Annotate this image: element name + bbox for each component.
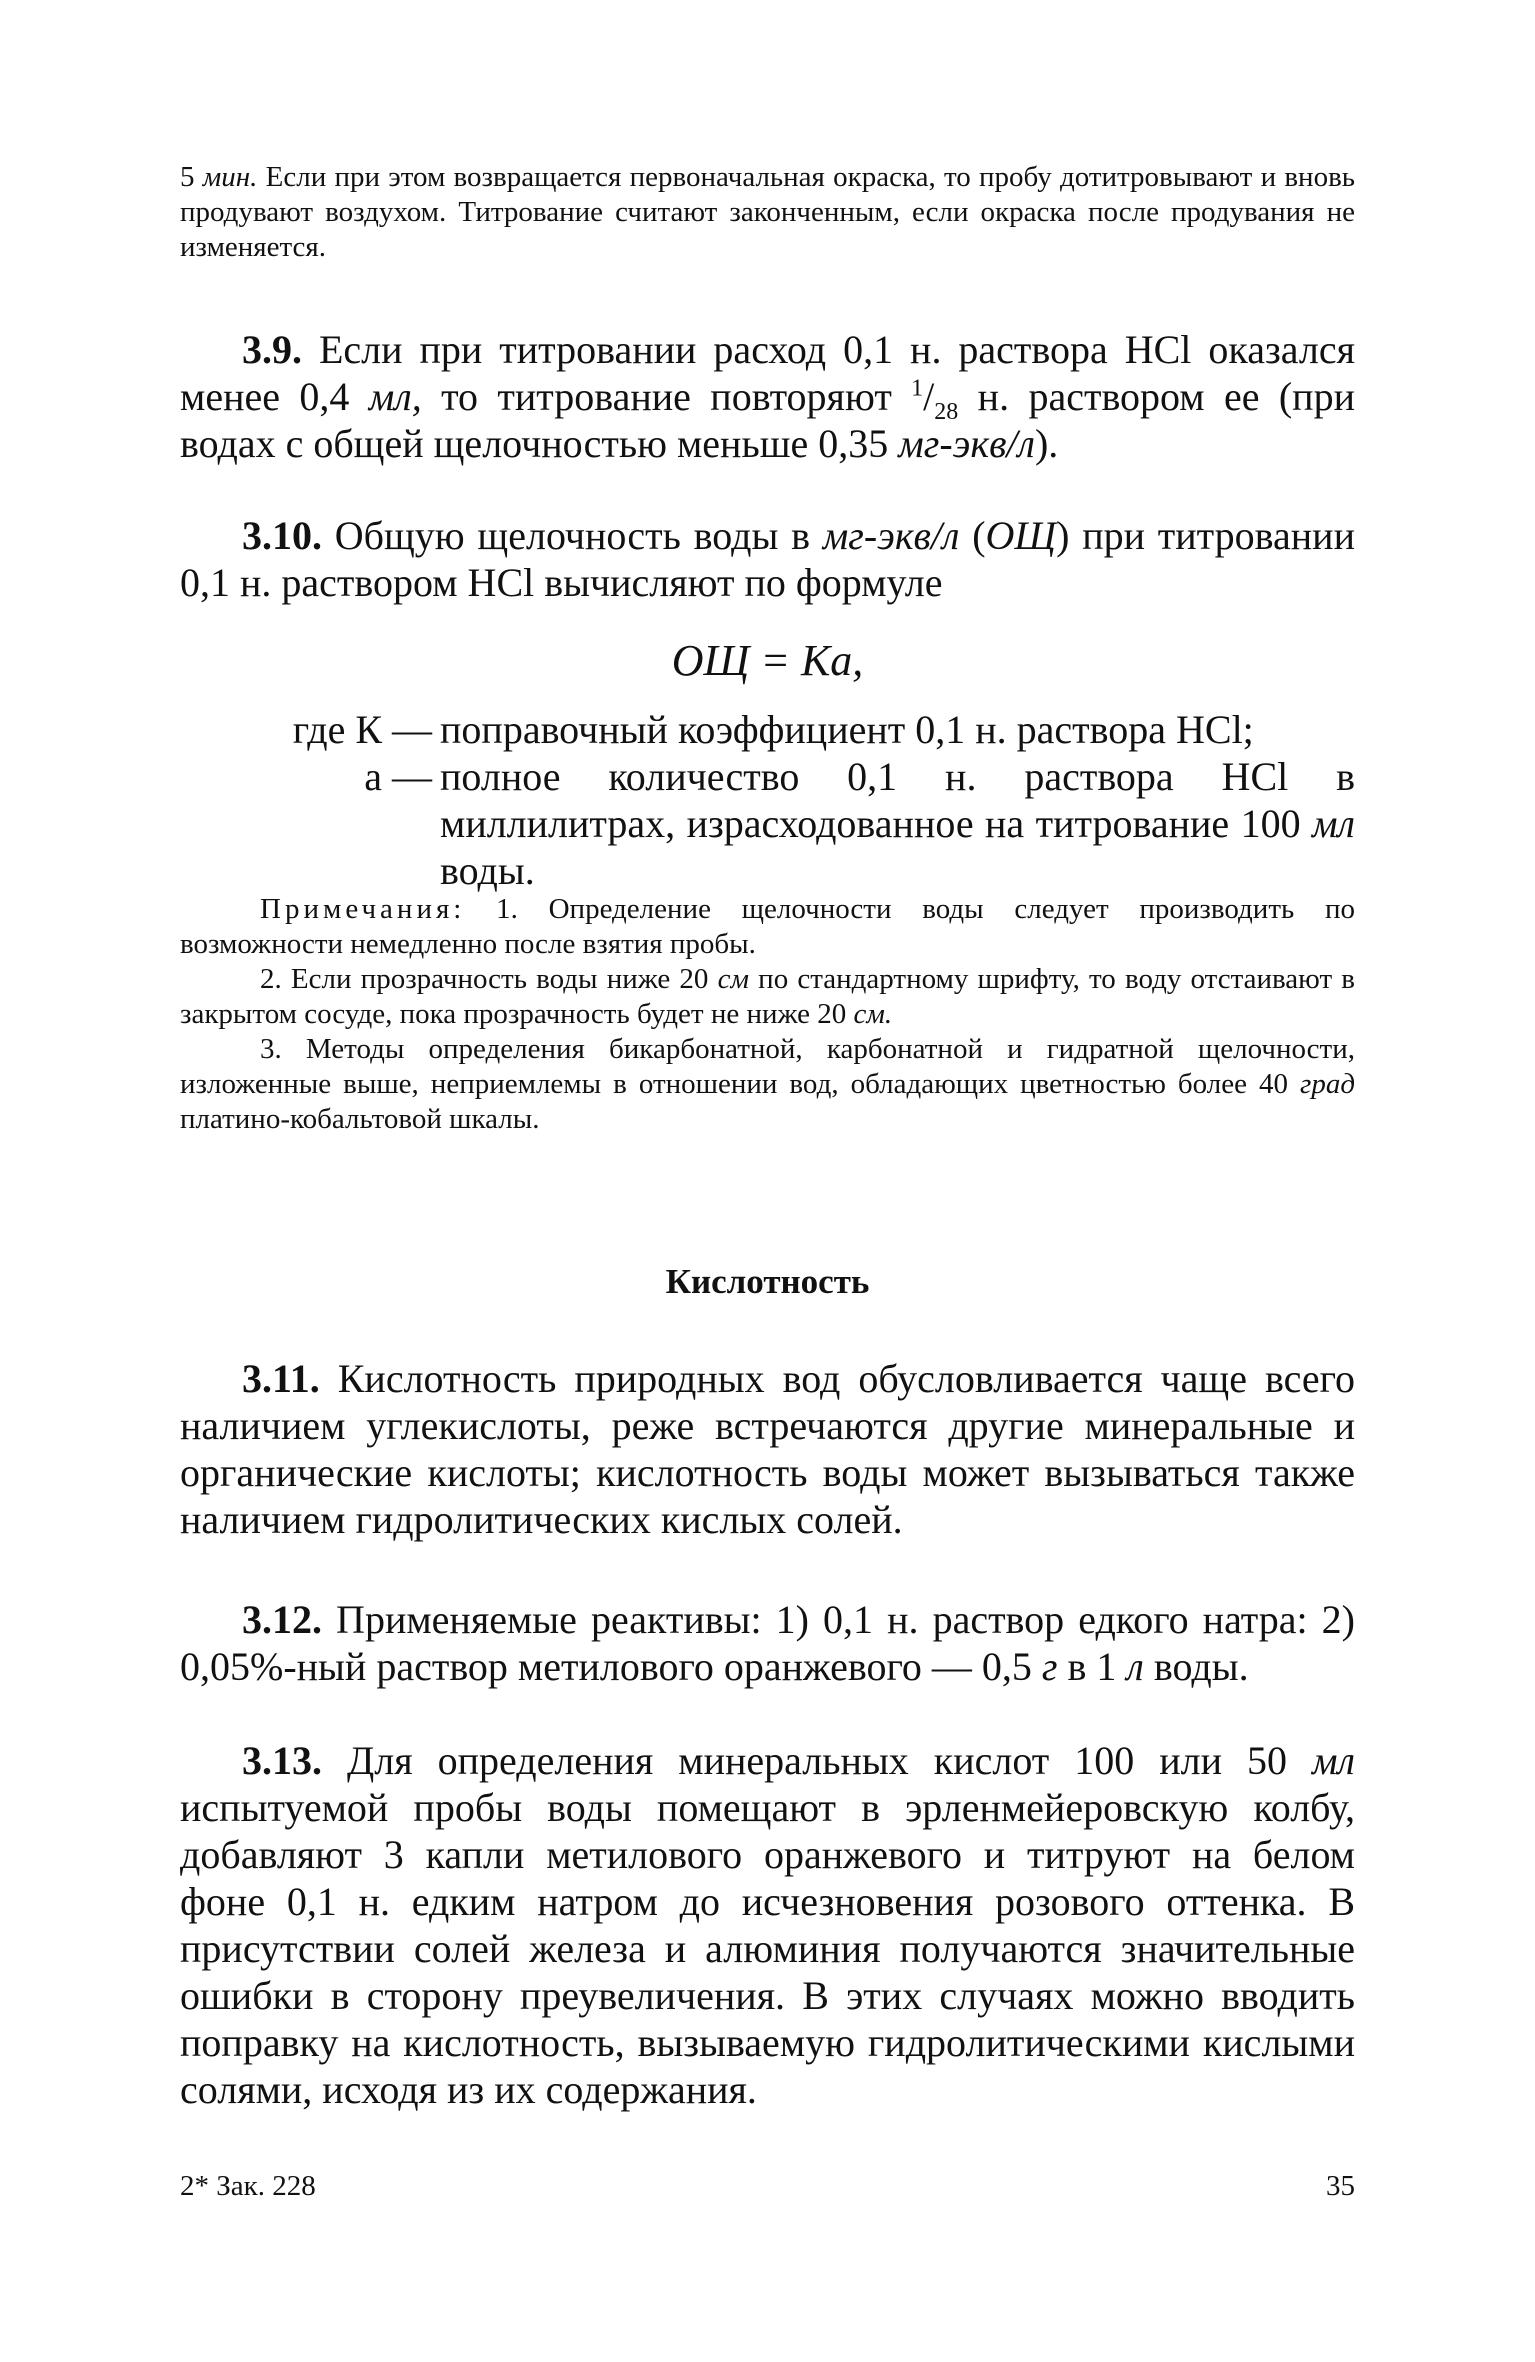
paragraph-text: испытуемой пробы воды помещают в эрленмейеровскую колбу, добавляют 3 капли метилового оранжевого и титруют на белом фоне 0,1 н. едким натром до исчезновения розового оттенка. В присутствии солей железа и алюминия получаются значительные ошибки в сторону преувеличения. В этих случаях можно вводить поправку на кислотность, вызываемую гидролитическими кислыми солями, исходя из их содержания. xyxy=(180,1785,1355,2112)
unit-cm: см. xyxy=(853,998,893,1030)
definition-a xyxy=(180,753,1355,894)
paragraph-3-10 xyxy=(180,512,1355,606)
unit-mg-eq-per-l: мг-экв/л xyxy=(822,513,960,558)
paragraph-text: то титрование повторяют xyxy=(421,374,912,419)
section-heading: Кислотность xyxy=(665,1262,870,1301)
unit-gram: г xyxy=(1041,1644,1058,1689)
intro-paragraph xyxy=(180,160,1355,265)
paragraph-3-9: 3.9. Если при титровании расход 0,1 н. раствора HCl оказался менее 0,4 мл, то титрование повторяют $^1/_{28}$ н. раствором ее (при водах с общей щелочностью меньше 0,35 мг-экв/л). xyxy=(180,327,1355,466)
paragraph-3-13 xyxy=(180,1737,1355,2113)
page-footer xyxy=(180,2168,1355,2204)
unit-ml: мл xyxy=(1312,801,1355,846)
formula-definitions xyxy=(180,706,1355,894)
abbreviation: ОЩ xyxy=(985,513,1057,558)
unit-ml: мл xyxy=(1312,1738,1355,1783)
paragraph-text: ( xyxy=(959,513,986,558)
paragraph-number: 3.13. xyxy=(242,1738,322,1783)
fraction-denominator: 28 xyxy=(934,399,959,425)
intro-text: Если при этом возвращается первоначальная окраска, то пробу дотитровывают и вновь продувают воздухом. Титрование считают законченным, если окраска после продувания не изменяется. xyxy=(180,161,1355,263)
paragraph-number: 3.11. xyxy=(242,1356,320,1401)
note-text: платино-кобальтовой шкалы. xyxy=(180,1103,540,1135)
fraction-numerator: 1 xyxy=(911,375,924,402)
formula: ОЩ = Ка, xyxy=(671,636,864,685)
definition-end: воды. xyxy=(440,848,535,893)
note-1 xyxy=(180,892,1355,962)
paragraph-3-11 xyxy=(180,1355,1355,1543)
notes-block xyxy=(180,892,1355,1137)
definition-text: поправочный коэффициент 0,1 н. раствора HCl; xyxy=(440,707,1254,752)
definition-label: где К — xyxy=(292,707,432,752)
paragraph-text: Для определения минеральных кислот 100 или 50 xyxy=(322,1738,1313,1783)
definition-text xyxy=(440,753,1355,894)
definition-label: а — xyxy=(364,754,432,799)
paragraph-number: 3.12. xyxy=(242,1597,322,1642)
unit-degree: град xyxy=(1300,1068,1355,1100)
paragraph-text: Общую щелочность воды в xyxy=(322,513,823,558)
paragraph-text: н. раствором ее (при водах с общей щелочностью меньше 0,35 xyxy=(180,374,1355,466)
paragraph-text: в 1 xyxy=(1057,1644,1127,1689)
paragraph-text: ) при титровании 0,1 н. раствором HCl вычисляют по формуле xyxy=(180,513,1355,605)
intro-lead: 5 xyxy=(180,161,203,193)
paragraph-text: воды. xyxy=(1143,1644,1249,1689)
paragraph-text: Применяемые реактивы: 1) 0,1 н. раствор едкого натра: 2) 0,05%-ный раствор метилового оранжевого — 0,5 xyxy=(180,1597,1355,1689)
note-text: по стандартному шрифту, то воду отстаивают в закрытом сосуде, пока прозрачность будет не ниже 20 xyxy=(180,963,1355,1030)
unit-cm: см xyxy=(717,963,749,995)
paragraph-3-12 xyxy=(180,1596,1355,1690)
print-order-mark: 2* Зак. 228 xyxy=(180,2170,316,2202)
unit-liter: л xyxy=(1126,1644,1144,1689)
note-3 xyxy=(180,1032,1355,1137)
unit-ml: мл, xyxy=(368,374,422,419)
paragraph-text: Если при титровании расход 0,1 н. раствора HCl оказался менее 0,4 xyxy=(180,327,1355,419)
unit-mg-eq-per-l: мг-экв/л xyxy=(898,421,1035,466)
paragraph-text: ). xyxy=(1034,421,1059,466)
note-text: 3. Методы определения бикарбонатной, карбонатной и гидратной щелочности, изложенные выше, неприемлемы в отношении вод, обладающих цветностью более 40 xyxy=(180,1033,1355,1100)
definition-body: полное количество 0,1 н. раствора HCl в миллилитрах, израсходованное на титрование 100 xyxy=(440,754,1355,846)
note-text: 2. Если прозрачность воды ниже 20 xyxy=(260,963,718,995)
note-2 xyxy=(180,962,1355,1032)
page-number: 35 xyxy=(1326,2170,1355,2202)
unit-minutes: мин. xyxy=(202,161,258,193)
note-text: 1. Определение щелочности воды следует производить по возможности немедленно после взятия пробы. xyxy=(180,893,1355,960)
paragraph-number: 3.9. xyxy=(242,327,302,372)
notes-label: Примечания: xyxy=(260,893,466,925)
paragraph-text: Кислотность природных вод обусловливается чаще всего наличием углекислоты, реже встречаются другие минеральные и органические кислоты; кислотность воды может вызываться также наличием гидролитических кислых солей. xyxy=(180,1356,1355,1542)
definition-k xyxy=(180,706,1355,753)
paragraph-number: 3.10. xyxy=(242,513,322,558)
